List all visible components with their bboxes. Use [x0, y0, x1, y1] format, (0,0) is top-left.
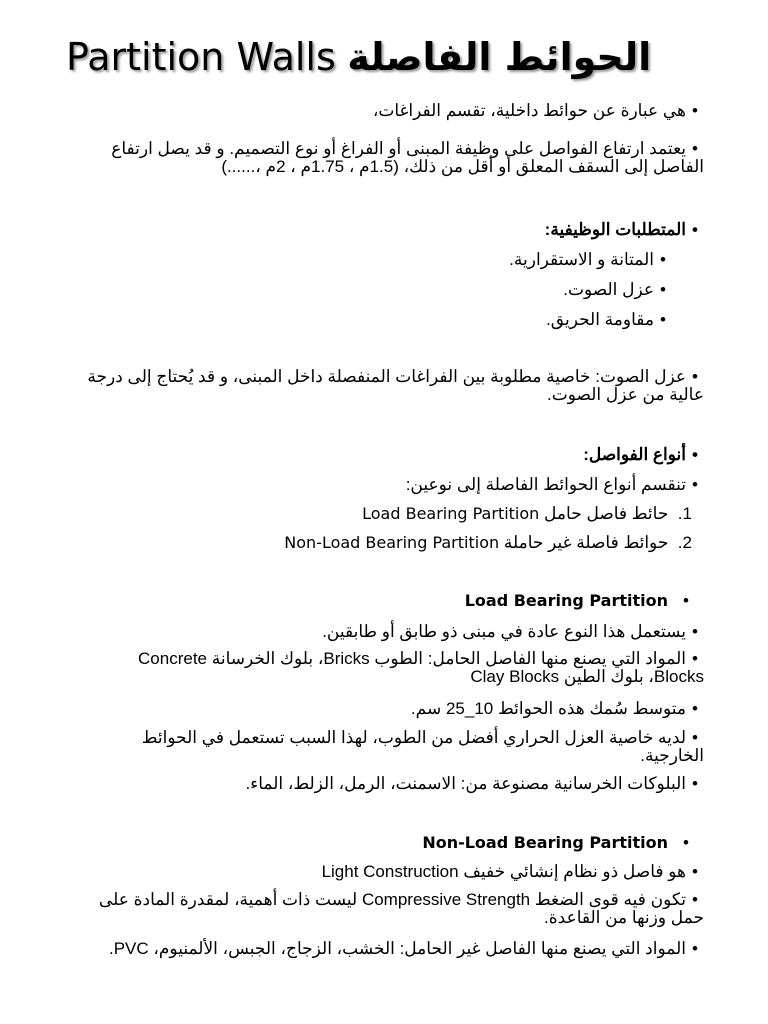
- type-list-item: 2. حوائط فاصلة غير حاملة Non-Load Bearing Partition: [284, 533, 692, 552]
- load-bearing-item: •متوسط سُمك هذه الحوائط 10_25 سم.: [410, 699, 698, 718]
- load-bearing-item: •يستعمل هذا النوع عادة في مبنى ذو طابق أو طابقين.: [322, 622, 698, 641]
- requirement-item: •عزل الصوت.: [563, 280, 666, 299]
- types-intro: •تنقسم أنواع الحوائط الفاصلة إلى نوعين:: [405, 475, 698, 494]
- requirements-heading: •المتطلبات الوظيفية:: [544, 220, 698, 239]
- page-title: [66, 26, 706, 86]
- load-bearing-item: •لديه خاصية العزل الحراري أفضل من الطوب، لهذا السبب تستعمل في الحوائط الخارجية.: [141, 728, 704, 765]
- title-english: Partition Walls: [66, 35, 336, 79]
- load-bearing-item: •المواد التي يصنع منها الفاصل الحامل: الطوب Bricks، بلوك الخرسانة Concrete Blocks، بلوك الطين Clay Blocks: [138, 649, 704, 686]
- requirement-item: •المتانة و الاستقرارية.: [509, 250, 666, 269]
- sound-insulation-item: •عزل الصوت: خاصية مطلوبة بين الفراغات المنفصلة داخل المبنى، و قد يُحتاج إلى درجة عالية من عزل الصوت.: [87, 367, 704, 404]
- type-list-item: 1. حائط فاصل حامل Load Bearing Partition: [362, 504, 692, 523]
- requirement-item: •مقاومة الحريق.: [546, 310, 666, 329]
- types-heading: •أنواع الفواصل:: [583, 445, 698, 464]
- non-load-bearing-heading: •Non-Load Bearing Partition: [422, 833, 689, 852]
- load-bearing-item: •البلوكات الخرسانية مصنوعة من: الاسمنت، الرمل، الزلط، الماء.: [245, 774, 698, 793]
- non-load-bearing-item: •هو فاصل ذو نظام إنشائي خفيف Light Construction: [321, 862, 698, 881]
- load-bearing-heading: •Load Bearing Partition: [464, 591, 689, 610]
- title-arabic: الحوائط الفاصلة: [347, 35, 652, 79]
- non-load-bearing-item: •تكون فيه قوى الضغط Compressive Strength ليست ذات أهمية، لمقدرة المادة على حمل وزنها من القاعدة.: [98, 890, 704, 927]
- non-load-bearing-item: •المواد التي يصنع منها الفاصل غير الحامل: الخشب، الزجاج، الجبس، الألمنيوم، PVC.: [108, 939, 698, 958]
- intro-item: •هي عبارة عن حوائط داخلية، تقسم الفراغات،: [372, 101, 698, 120]
- intro-item: •يعتمد ارتفاع الفواصل على وظيفة المبنى أو الفراغ أو نوع التصميم. و قد يصل ارتفاع الفاصل إلى السقف المعلق أو أقل من ذلك، (1.5م ، 1.75م ، 2م ،......): [111, 139, 704, 176]
